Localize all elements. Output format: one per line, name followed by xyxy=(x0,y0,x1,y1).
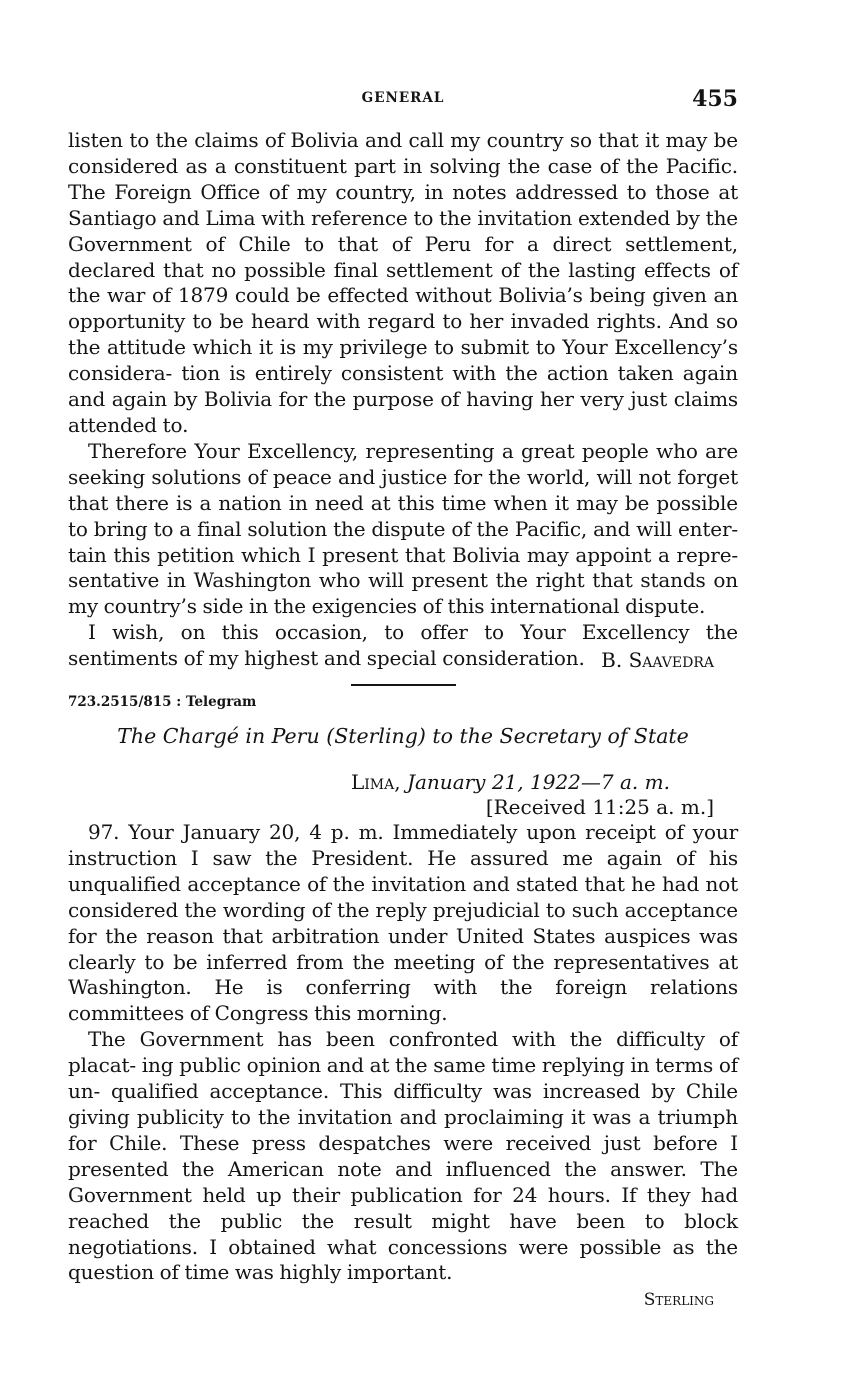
received-time: [Received 11:25 a. m.] xyxy=(485,795,714,819)
telegram-signature xyxy=(644,1290,714,1310)
document-title: The Chargé in Peru (Sterling) to the Secretary of State xyxy=(117,724,689,748)
telegram-paragraph-2: The Government has been confronted with the difficulty of placat- ing public opinion and at the same time replying in terms of un- qualified acceptance. This difficulty was increased by Chile giving publicity to the invitation and proclaiming it was a triumph for Chile. These press despatches were received just before I presented the American note and influenced the answer. The Government held up their publication for 24 hours. If they had reached the public the result might have been to block negotiations. I obtained what concessions were possible as the question of time was highly important. xyxy=(68,1027,738,1285)
telegram-paragraph-1: 97. Your January 20, 4 p. m. Immediately upon receipt of your instruction I saw the President. He assured me again of his unqualified acceptance of the invitation and stated that he had not considered the wording of the reply prejudicial to such acceptance for the reason that arbitration under United States auspices was clearly to be inferred from the meeting of the representatives at Washington. He is conferring with the foreign relations committees of Congress this morning. xyxy=(68,820,738,1026)
signature-initial: B. xyxy=(601,648,629,672)
signature-name: Saavedra xyxy=(628,648,714,672)
section-divider xyxy=(351,684,456,686)
file-reference: 723.2515/815 : Telegram xyxy=(68,694,257,710)
dateline-place: Lima xyxy=(351,770,395,794)
page-number: 455 xyxy=(692,86,738,112)
letter-paragraph-3: I wish, on this occasion, to offer to Your Excellency the sentiments of my highest and special consideration. xyxy=(68,620,738,671)
dateline-date: January 21, 1922—7 a. m. xyxy=(406,770,670,794)
page-header xyxy=(68,88,738,114)
letter-body xyxy=(68,128,738,672)
letter-paragraph-1: listen to the claims of Bolivia and call my country so that it may be considered as a constituent part in solving the case of the Pacific. The Foreign Office of my country, in notes addressed to those at Santiago and Lima with reference to the invitation extended by the Government of Chile to that of Peru for a direct settlement, declared that no possible final settlement of the lasting effects of the war of 1879 could be effected without Bolivia’s being given an opportunity to be heard with regard to her invaded rights. And so the attitude which it is my privilege to submit to Your Excellency’s considera- tion is entirely consistent with the action taken again and again by Bolivia for the purpose of having her very just claims attended to. xyxy=(68,128,738,437)
letter-paragraph-2: Therefore Your Excellency, representing a great people who are seeking solutions of peace and justice for the world, will not forget that there is a nation in need at this time when it may be possible to bring to a final solution the dispute of the Pacific, and will enter- tain this petition which I present that Bolivia may appoint a repre- sentative in Washington who will present the right that stands on my country’s side in the exigencies of this international dispute. xyxy=(68,438,738,619)
telegram-body xyxy=(68,820,738,1286)
running-head: GENERAL xyxy=(361,90,445,106)
dateline: Lima, January 21, 1922—7 a. m. xyxy=(351,770,670,794)
letter-signature xyxy=(601,648,714,672)
telegram-signature-name: Sterling xyxy=(643,1290,714,1310)
